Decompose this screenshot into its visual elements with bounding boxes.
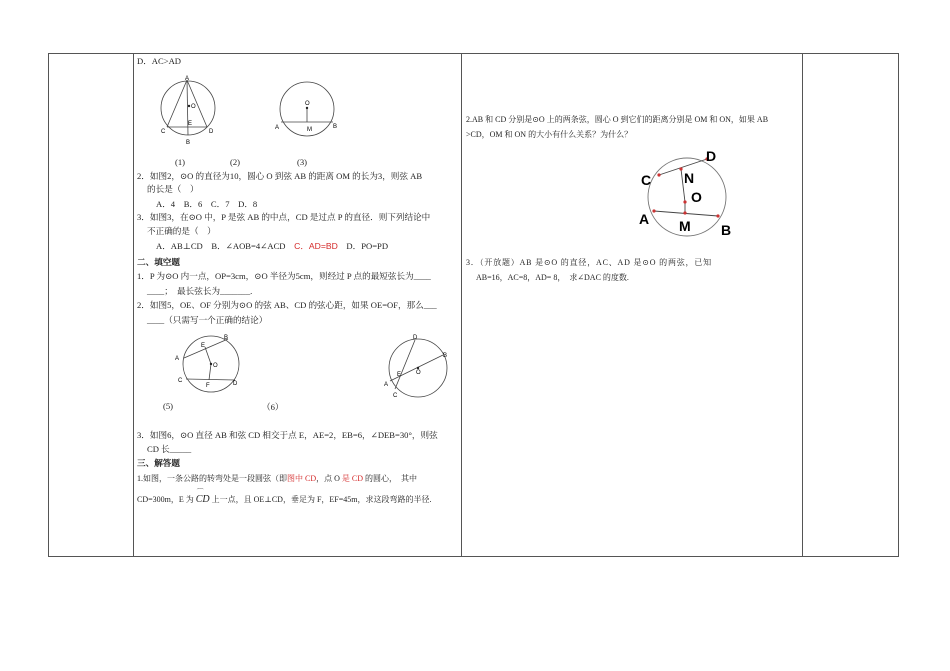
- arc-cd-text: CD: [195, 494, 210, 505]
- option-d: D．AC>AD: [137, 56, 181, 66]
- fig5-label-e: E: [201, 343, 206, 349]
- solve-q1-line2: [137, 488, 432, 505]
- fig2-label-m: M: [307, 127, 312, 133]
- solve-q1-red-cd: 图中 CD: [287, 474, 317, 483]
- solve-q1-red-cd2: 是 CD: [341, 474, 364, 483]
- solve-q1-text-a: 1.如图，一条公路的转弯处是一段圆弦（即: [137, 474, 287, 483]
- right-q3-line1: 3．（开放题）AB 是⊙O 的直径，AC、AD 是⊙O 的两弦，已知: [466, 258, 712, 267]
- right-fig-label-b: B: [721, 222, 732, 238]
- fig2-label-b: B: [333, 124, 338, 130]
- fig6-label-b: B: [443, 353, 448, 359]
- section-3-heading: 三、解答题: [137, 458, 180, 468]
- q3-line2: 不正确的是（ ）: [147, 226, 216, 236]
- q2-line1: 2．如图2，⊙O 的直径为10，圆心 O 到弦 AB 的距离 OM 的长为3，则弦 AB: [137, 171, 423, 181]
- solve-q1-text-f: CD=300m，E 为: [137, 495, 194, 504]
- fill-q3-line2: CD 长_____: [147, 444, 192, 454]
- solve-q1-line1: [137, 473, 417, 484]
- right-fig-label-c: C: [641, 172, 652, 188]
- q3-options: [156, 241, 388, 252]
- fig1-label-b: B: [186, 140, 191, 146]
- fig5-label-o: O: [213, 363, 218, 369]
- right-fig-label-n: N: [684, 170, 695, 186]
- figure-1: [155, 72, 221, 148]
- q3-option-d: D．PO=PD: [337, 241, 389, 251]
- solve-q1-text-e: 的圆心， 其中: [363, 474, 418, 483]
- right-fig-label-a: A: [639, 211, 650, 227]
- fill-q3-line1: 3．如图6，⊙O 直径 AB 和弦 CD 相交于点 E，AE=2，EB=6，∠DEB=30°，则弦: [137, 430, 438, 440]
- fig1-label-o: O: [191, 104, 196, 110]
- fill-q1-line2: ____； 最长弦长为_______.: [147, 286, 253, 296]
- arc-symbol: ⌒: [196, 488, 204, 496]
- fill-q1-line1: 1．P 为⊙O 内一点，OP=3cm，⊙O 半径为5cm，则经过 P 点的最短弦长为____: [137, 271, 431, 281]
- column-divider-2: [461, 54, 462, 556]
- fig2-label-a: A: [275, 125, 280, 131]
- right-q3-line2: AB=16，AC=8，AD= 8， 求∠DAC 的度数.: [476, 273, 629, 282]
- right-fig-label-d: D: [706, 148, 717, 164]
- q2-options: A．4 B．6 C．7 D．8: [156, 199, 258, 209]
- q2-line2: 的长是（ ）: [147, 184, 199, 194]
- q3-option-a: A．AB⊥CD B．∠AOB=4∠ACD: [156, 241, 295, 251]
- solve-q1-text-g: 上一点，且 OE⊥CD，垂足为 F，EF=45m，求这段弯路的半径.: [211, 495, 432, 504]
- q3-line1: 3．如图3，在⊙O 中，P 是弦 AB 的中点，CD 是过点 P 的直径．则下列结论中: [137, 212, 431, 222]
- right-fig-label-m: M: [679, 218, 691, 234]
- fig5-label-c: C: [178, 378, 183, 384]
- caption-6: （6）: [262, 402, 284, 412]
- fig1-label-e: E: [188, 121, 193, 127]
- q3-option-c: C．AD=BD: [294, 241, 338, 251]
- fill-q2-line1: 2．如图5，OE、OF 分别为⊙O 的弦 AB、CD 的弦心距，如果 OE=OF，那么___: [137, 300, 437, 310]
- right-fig-label-o: O: [691, 189, 702, 205]
- right-figure: [632, 144, 742, 240]
- right-q2-line2: >CD，OM 和 ON 的大小有什么关系？为什么？: [466, 130, 633, 139]
- fig5-label-d: D: [233, 381, 238, 387]
- fig6-label-a: A: [384, 382, 389, 388]
- column-divider-3: [802, 54, 803, 556]
- caption-1: (1): [175, 157, 186, 167]
- fig6-label-e: E: [397, 372, 402, 378]
- fig1-label-a: A: [185, 76, 190, 82]
- column-divider-1: [133, 54, 134, 556]
- fig1-label-c: C: [161, 129, 166, 135]
- fig5-label-a: A: [175, 356, 180, 362]
- fig5-label-f: F: [206, 383, 210, 389]
- fig2-label-o: O: [305, 101, 310, 107]
- fig6-label-o: O: [416, 370, 421, 376]
- solve-q1-text-c: ，点 O: [316, 474, 342, 483]
- figure-6: [380, 330, 452, 400]
- arc-cd: [194, 488, 212, 505]
- figure-2: [272, 80, 342, 140]
- caption-5: (5): [163, 401, 174, 411]
- caption-3: (3): [297, 157, 308, 167]
- fig6-label-c: C: [393, 393, 398, 399]
- fig5-label-b: B: [224, 335, 229, 341]
- fill-q2-line2: ____（只需写一个正确的结论）: [147, 315, 268, 325]
- section-2-heading: 二、填空题: [137, 257, 180, 267]
- right-q2-line1: 2.AB 和 CD 分别是⊙O 上的两条弦，圆心 O 到它们的距离分别是 OM 和 ON，如果 AB: [466, 115, 769, 124]
- caption-2: (2): [230, 157, 241, 167]
- figure-5: [172, 330, 246, 396]
- fig1-label-d: D: [209, 129, 214, 135]
- fig6-label-d: D: [413, 335, 418, 341]
